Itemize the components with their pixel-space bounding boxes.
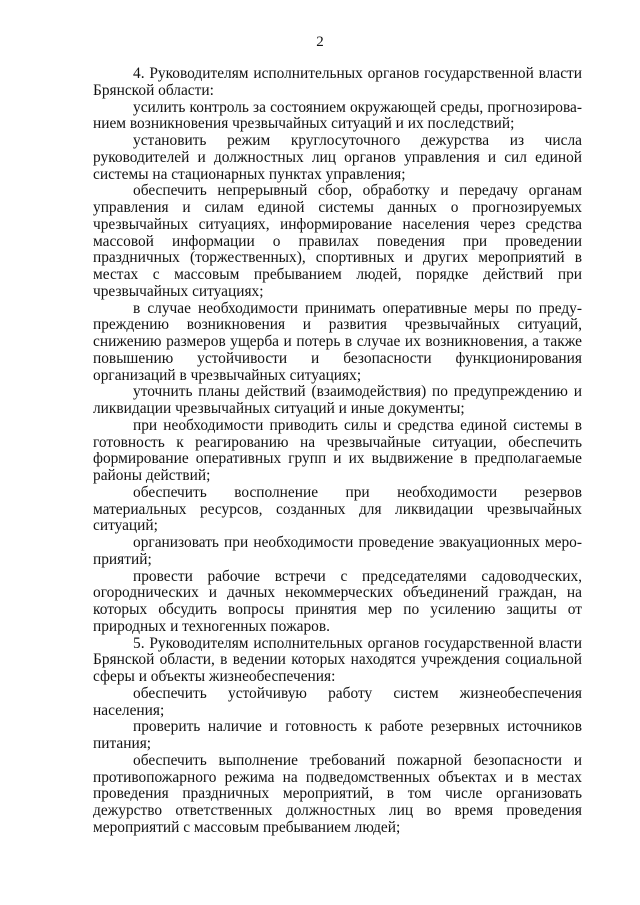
paragraph-round-the-clock-duty: установить режим круглосуточного дежурства из числа руководителей и должностных лиц органов управления и сил единой системы на стационарных пунктах управления; xyxy=(93,132,582,183)
paragraph-data-collection: обеспечить непрерывный сбор, обработку и передачу органам управления и силам единой системы данных о прогнозируемых чрезвычайных ситуациях, информирование населения через средства массовой информации о правилах поведения при проведении праздничных (торжественных), спортивных и других мероприятий в местах с массовым пребыванием людей, порядке действий при чрезвычайных ситуациях; xyxy=(93,182,582,300)
paragraph-working-meetings: провести рабочие встречи с председателями садоводческих, огороднических и дачных некоммерческих объединений граждан, на которых обсудить вопросы принятия мер по усилению защиты от природных и техногенных пожаров. xyxy=(93,567,582,635)
paragraph-life-support: обеспечить устойчивую работу систем жизнеобеспечения населения; xyxy=(93,684,582,719)
document-body xyxy=(93,66,582,837)
paragraph-action-plans: уточнить планы действий (взаимодействия) по предупреждению и ликвидации чрезвычайных ситуаций и иные документы; xyxy=(93,383,582,417)
paragraph-backup-power: проверить наличие и готовность к работе резервных источников питания; xyxy=(93,718,582,752)
paragraph-material-reserves: обеспечить восполнение при необходимости резервов материальных ресурсов, созданных для ликвидации чрезвычайных ситуаций; xyxy=(93,483,582,535)
paragraph-fire-safety: обеспечить выполнение требований пожарной безопасности и противопожарного режима на подведомственных объектах и в местах проведения праздничных мероприятий, в том числе организовать дежурство ответственных должностных лиц во время проведения мероприятий с массовым пребыванием людей; xyxy=(93,751,582,836)
paragraph-monitor-environment: усилить контроль за состоянием окружающей среды, прогнозированием возникновения чрезвычайных ситуаций и их последствий; xyxy=(93,98,582,133)
paragraph-item-5-heading: 5. Руководителям исполнительных органов государственной власти Брянской области, в ведении которых находятся учреждения социальной сферы и объекты жизнеобеспечения: xyxy=(93,634,582,685)
paragraph-evacuation: организовать при необходимости проведение эвакуационных мероприятий; xyxy=(93,534,582,568)
page-number: 2 xyxy=(316,34,324,50)
paragraph-readiness-of-forces: при необходимости приводить силы и средства единой системы в готовность к реагированию на чрезвычайные ситуации, обеспечить формирование оперативных групп и их выдвижение в предполагаемые районы действий; xyxy=(93,416,582,484)
paragraph-operational-measures: в случае необходимости принимать оперативные меры по предупреждению возникновения и развития чрезвычайных ситуаций, снижению размеров ущерба и потерь в случае их возникновения, а также повышению устойчивости и безопасности функционирования организаций в чрезвычайных ситуациях; xyxy=(93,299,582,384)
paragraph-item-4-heading: 4. Руководителям исполнительных органов государственной власти Брянской области: xyxy=(93,65,582,99)
